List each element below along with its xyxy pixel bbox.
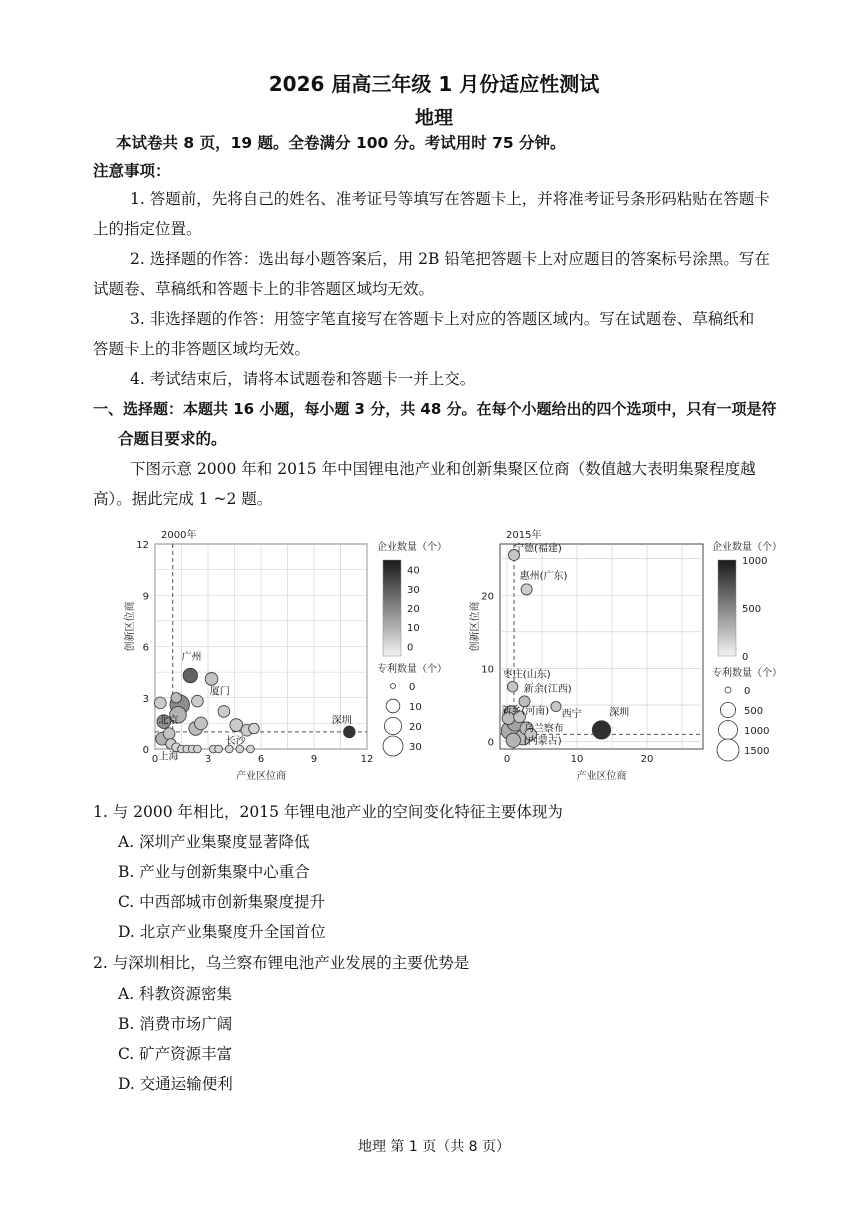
y-tick-label: 20 xyxy=(481,591,494,603)
y-tick-label: 10 xyxy=(481,664,494,676)
question-1-option-d: D. 北京产业集聚度升全国首位 xyxy=(118,923,326,941)
size-legend-circle xyxy=(384,717,401,734)
size-tick-label: 1000 xyxy=(744,726,770,737)
x-tick-label: 6 xyxy=(257,754,265,765)
y-tick-label: 3 xyxy=(142,693,149,705)
color-tick-label: 1000 xyxy=(742,556,768,567)
x-tick-label: 0 xyxy=(503,754,511,765)
data-point xyxy=(154,697,166,709)
y-tick-label: 9 xyxy=(142,591,149,603)
size-tick-label: 500 xyxy=(744,706,764,717)
chart-2000-svg xyxy=(115,518,450,790)
section-heading: 一、选择题：本题共 16 小题，每小题 3 分，共 48 分。在每个小题给出的四个选项中，只有一项是符 xyxy=(93,400,777,418)
city-label: 枣庄(山东) xyxy=(502,669,551,681)
data-point xyxy=(218,706,230,718)
city-label: 上海 xyxy=(158,751,179,763)
color-tick-label: 0 xyxy=(742,652,749,663)
y-axis-label: 创新区位商 xyxy=(470,601,481,652)
size-legend-circle xyxy=(717,739,739,761)
y-tick-label: 6 xyxy=(142,642,149,654)
size-legend-circle xyxy=(720,702,735,717)
note-line: 答题卡上的非答题区域均无效。 xyxy=(93,340,311,358)
city-label: 深圳 xyxy=(609,707,630,719)
color-legend-title: 企业数量（个） xyxy=(377,542,447,553)
data-point xyxy=(183,668,197,682)
data-point xyxy=(551,701,561,711)
data-point xyxy=(163,728,175,740)
question-1-option-a: A. 深圳产业集聚度显著降低 xyxy=(118,833,310,851)
color-tick-label: 10 xyxy=(407,623,420,635)
city-label: 厦门 xyxy=(209,686,230,698)
color-tick-label: 0 xyxy=(407,642,414,654)
question-1-option-b: B. 产业与创新集聚中心重合 xyxy=(118,863,310,881)
note-line: 试题卷、草稿纸和答题卡上的非答题区域均无效。 xyxy=(93,280,435,298)
data-point xyxy=(506,733,520,747)
subject-title: 地理 xyxy=(414,107,453,129)
color-tick-label: 500 xyxy=(742,604,762,615)
city-label: 深圳 xyxy=(331,715,352,727)
chart-2000 xyxy=(115,518,450,790)
y-tick-label: 0 xyxy=(142,745,149,756)
data-point xyxy=(195,717,208,730)
x-axis-label: 产业区位商 xyxy=(576,771,627,782)
x-tick-label: 20 xyxy=(640,754,654,765)
x-axis-label: 产业区位商 xyxy=(236,771,286,782)
x-tick-label: 9 xyxy=(310,754,318,765)
exam-info: 本试卷共 8 页，19 题。全卷满分 100 分。考试用时 75 分钟。 xyxy=(116,134,566,152)
data-point xyxy=(507,682,518,693)
note-line: 3. 非选择题的作答：用签字笔直接写在答题卡上对应的答题区域内。写在试题卷、草稿纸和 xyxy=(130,310,755,328)
city-label: 长沙 xyxy=(225,735,246,747)
city-label: 乌兰察布 xyxy=(523,723,564,735)
note-line: 4. 考试结束后，请将本试题卷和答题卡一并上交。 xyxy=(130,370,476,388)
x-tick-label: 12 xyxy=(360,754,374,765)
question-stem: 下图示意 2000 年和 2015 年中国锂电池产业和创新集聚区位商（数值越大表明集聚程度越 xyxy=(130,460,756,478)
data-point xyxy=(192,695,204,707)
color-tick-label: 20 xyxy=(407,604,420,615)
question-2-option-c: C. 矿产资源丰富 xyxy=(118,1045,233,1063)
size-tick-label: 10 xyxy=(409,702,422,713)
question-2-option-d: D. 交通运输便利 xyxy=(118,1075,233,1093)
question-2-stem: 2. 与深圳相比，乌兰察布锂电池产业发展的主要优势是 xyxy=(93,954,470,972)
data-point xyxy=(171,693,181,703)
page-footer: 地理 第 1 页（共 8 页） xyxy=(357,1139,511,1155)
y-tick-label: 12 xyxy=(136,540,149,551)
city-label: 广州 xyxy=(181,652,202,664)
color-tick-label: 40 xyxy=(407,565,420,577)
data-point xyxy=(343,726,355,738)
x-tick-label: 10 xyxy=(570,754,584,765)
color-tick-label: 30 xyxy=(407,584,420,596)
color-bar xyxy=(718,560,736,656)
data-point xyxy=(592,721,610,739)
question-stem-cont: 高）。据此完成 1 ~2 题。 xyxy=(93,490,273,508)
section-heading-cont: 合题目要求的。 xyxy=(118,430,227,448)
size-legend-circle xyxy=(383,736,403,756)
size-tick-label: 0 xyxy=(744,686,751,697)
y-axis-label: 创新区位商 xyxy=(125,601,136,652)
exam-title: 2026 届高三年级 1 月份适应性测试 xyxy=(268,72,600,96)
city-label: 宁德(福建) xyxy=(514,543,562,555)
data-point xyxy=(194,745,202,753)
notice-title: 注意事项： xyxy=(93,162,171,180)
chart-2015 xyxy=(460,518,805,790)
note-line: 上的指定位置。 xyxy=(93,220,202,238)
x-tick-label: 0 xyxy=(151,754,159,765)
chart-2015-svg xyxy=(460,518,805,790)
y-tick-label: 0 xyxy=(487,737,494,749)
city-label: 惠州(广东) xyxy=(519,571,568,583)
size-legend-circle xyxy=(725,687,731,693)
size-legend-title: 专利数量（个） xyxy=(712,668,782,679)
panel-label: 2000年 xyxy=(161,530,197,541)
question-1-option-c: C. 中西部城市创新集聚度提升 xyxy=(118,893,326,911)
city-label: 新乡(河南) xyxy=(501,705,550,717)
data-point xyxy=(249,723,259,733)
size-legend-circle xyxy=(718,720,737,739)
data-point xyxy=(521,584,532,595)
color-legend-title: 企业数量（个） xyxy=(712,542,782,553)
size-legend-title: 专利数量（个） xyxy=(377,664,447,675)
x-tick-label: 3 xyxy=(204,754,212,765)
panel-label: 2015年 xyxy=(506,530,542,541)
color-bar xyxy=(383,560,401,656)
size-tick-label: 30 xyxy=(409,742,422,753)
size-tick-label: 20 xyxy=(409,722,422,733)
question-1-stem: 1. 与 2000 年相比，2015 年锂电池产业的空间变化特征主要体现为 xyxy=(93,803,563,821)
note-line: 2. 选择题的作答：选出每小题答案后，用 2B 铅笔把答题卡上对应题目的答案标号涂黑。写在 xyxy=(130,250,770,268)
question-2-option-a: A. 科教资源密集 xyxy=(118,985,233,1003)
note-line: 1. 答题前，先将自己的姓名、准考证号等填写在答题卡上，并将准考证号条形码粘贴在答题卡 xyxy=(130,190,770,208)
question-2-option-b: B. 消费市场广阔 xyxy=(118,1015,233,1033)
size-legend-circle xyxy=(386,699,400,713)
city-label: 西宁 xyxy=(561,708,582,720)
data-point xyxy=(247,745,255,753)
size-tick-label: 0 xyxy=(409,682,416,693)
city-label: 新余(江西) xyxy=(523,683,572,695)
data-point xyxy=(205,673,218,686)
size-legend-circle xyxy=(391,684,396,689)
city-label: (内蒙古) xyxy=(523,735,562,747)
data-point xyxy=(215,745,223,753)
city-label: 北京 xyxy=(158,715,179,727)
size-tick-label: 1500 xyxy=(744,746,770,757)
